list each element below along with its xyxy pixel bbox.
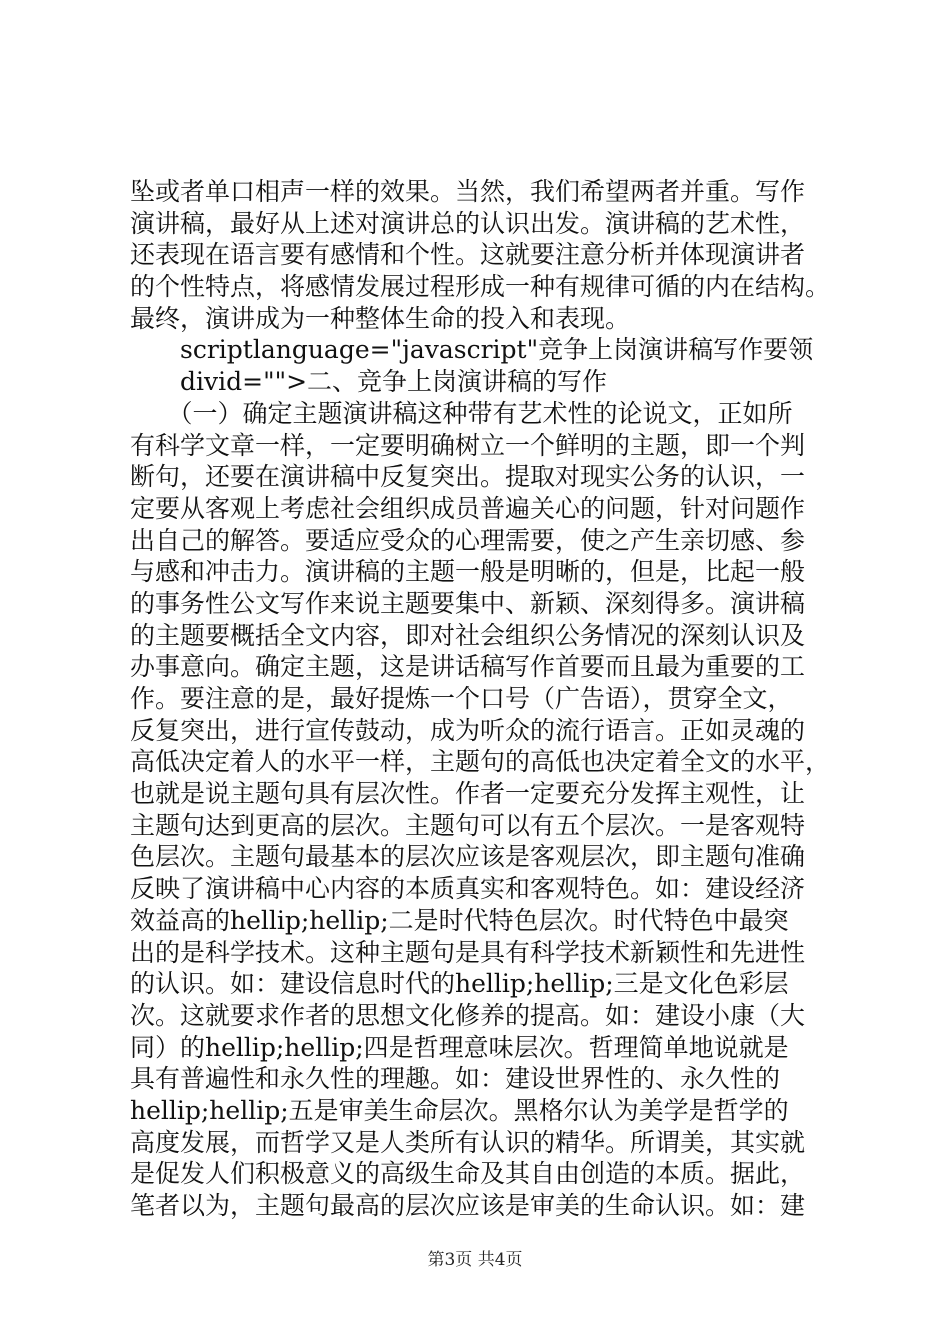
text-line: 也就是说主题句具有层次性。作者一定要充分发挥主观性，让 (130, 779, 806, 809)
text-line: 反映了演讲稿中心内容的本质真实和客观特色。如：建设经济 (130, 874, 806, 904)
text-line: divid="">二、竞争上岗演讲稿的写作 (130, 367, 608, 397)
text-line: 高度发展，而哲学又是人类所有认识的精华。所谓美，其实就 (130, 1127, 806, 1157)
text-line: 作。要注意的是，最好提炼一个口号（广告语），贯穿全文， (130, 684, 793, 713)
text-line: scriptlanguage="javascript"竞争上岗演讲稿写作要领 (130, 335, 814, 365)
text-line: 与感和冲击力。演讲稿的主题一般是明晰的，但是，比起一般 (130, 557, 806, 587)
page-footer: 第3页 共4页 (427, 1250, 523, 1270)
text-line: 效益高的hellip;hellip;二是时代特色层次。时代特色中最突 (130, 905, 789, 935)
text-line: 的主题要概括全文内容，即对社会组织公务情况的深刻认识及 (130, 620, 806, 650)
text-line: 同）的hellip;hellip;四是哲理意味层次。哲理简单地说就是 (130, 1032, 789, 1062)
text-line: 的个性特点，将感情发展过程形成一种有规律可循的内在结构。 (130, 272, 831, 302)
text-line: 出的是科学技术。这种主题句是具有科学技术新颖性和先进性 (130, 937, 806, 967)
text-line: hellip;hellip;五是审美生命层次。黑格尔认为美学是哲学的 (130, 1095, 789, 1125)
text-line: 反复突出，进行宣传鼓动，成为听众的流行语言。正如灵魂的 (130, 715, 806, 745)
text-line: 有科学文章一样，一定要明确树立一个鲜明的主题，即一个判 (130, 430, 806, 460)
text-line: 坠或者单口相声一样的效果。当然，我们希望两者并重。写作 (130, 177, 806, 206)
text-line: 主题句达到更高的层次。主题句可以有五个层次。一是客观特 (130, 810, 806, 840)
text-line: 色层次。主题句最基本的层次应该是客观层次，即主题句准确 (130, 842, 806, 872)
text-line: 断句，还要在演讲稿中反复突出。提取对现实公务的认识，一 (130, 462, 806, 492)
text-line: （一）确定主题演讲稿这种带有艺术性的论说文，正如所 (130, 398, 793, 428)
text-line: 次。这就要求作者的思想文化修养的提高。如：建设小康（大 (130, 1000, 806, 1030)
text-line: 具有普遍性和永久性的理趣。如：建设世界性的、永久性的 (130, 1064, 781, 1094)
text-line: 最终，演讲成为一种整体生命的投入和表现。 (130, 303, 631, 333)
text-line: 演讲稿，最好从上述对演讲总的认识出发。演讲稿的艺术性， (130, 208, 806, 238)
text-line: 还表现在语言要有感情和个性。这就要注意分析并体现演讲者 (130, 240, 806, 270)
text-line: 的事务性公文写作来说主题要集中、新颖、深刻得多。演讲稿 (130, 588, 806, 618)
text-line: 是促发人们积极意义的高级生命及其自由创造的本质。据此， (130, 1159, 806, 1189)
body-text (130, 176, 830, 1222)
text-line: 出自己的解答。要适应受众的心理需要，使之产生亲切感、参 (130, 525, 806, 555)
text-line: 的认识。如：建设信息时代的hellip;hellip;三是文化色彩层 (130, 969, 789, 999)
text-line: 定要从客观上考虑社会组织成员普遍关心的问题，针对问题作 (130, 493, 806, 523)
text-line: 办事意向。确定主题，这是讲话稿写作首要而且最为重要的工 (130, 652, 806, 682)
text-line: 高低决定着人的水平一样，主题句的高低也决定着全文的水平， (130, 747, 831, 777)
text-line: 笔者以为，主题句最高的层次应该是审美的生命认识。如：建 (130, 1191, 806, 1220)
